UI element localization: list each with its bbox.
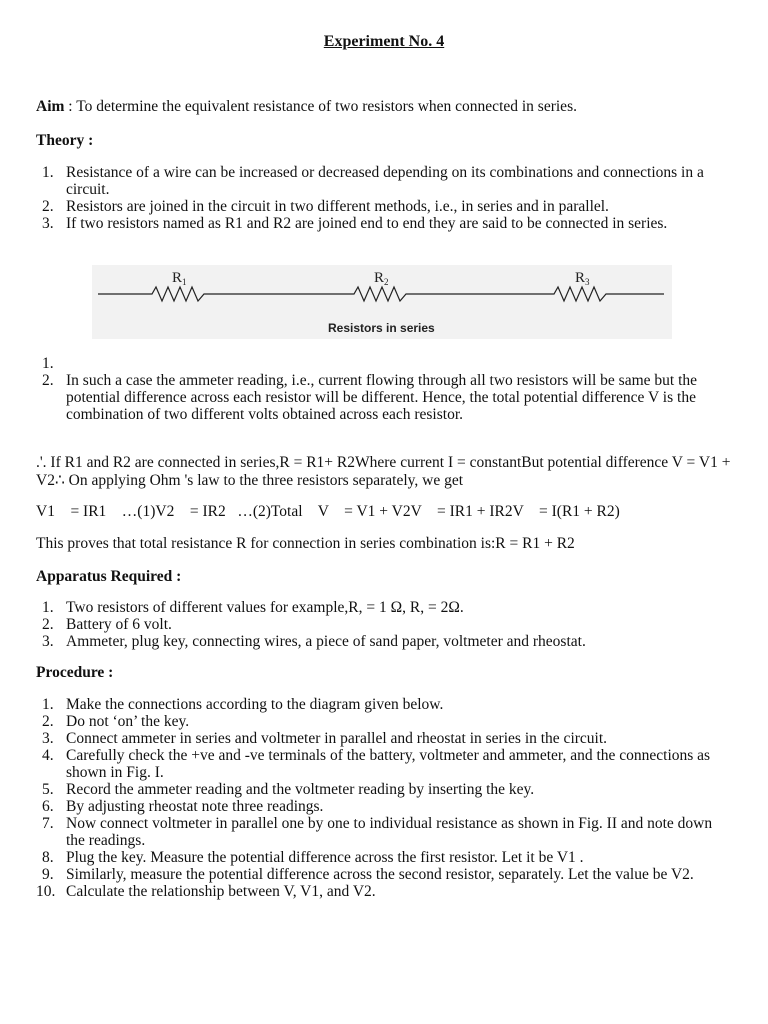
list-item [36, 616, 726, 633]
list-item [36, 798, 726, 815]
list-number: 1. [42, 599, 54, 616]
list-item [36, 849, 726, 866]
list-text: Do not ‘on’ the key. [66, 713, 190, 730]
derivation-paragraph: .'. If R1 and R2 are connected in series,R = R1+ R2Where current I = constantBut potential difference V = V1 + V2∴ On applying Ohm 's law to the three resistors separately, we get [36, 454, 731, 489]
aim-paragraph [36, 98, 736, 116]
list-text: Two resistors of different values for example,R, = 1 Ω, R, = 2Ω. [66, 599, 464, 616]
list-number: 3. [42, 215, 54, 232]
list-text: In such a case the ammeter reading, i.e., current flowing through all two resistors will be same but the potential difference across each resistor will be different. Hence, the total potential difference V is the combination of two different volts obtained across each resistor. [66, 372, 698, 423]
list-text: Connect ammeter in series and voltmeter in parallel and rheostat in series in the circuit. [66, 730, 608, 747]
list-number: 8. [42, 849, 54, 866]
list-text: Plug the key. Measure the potential difference across the first resistor. Let it be V1 . [66, 849, 584, 866]
list-number: 6. [42, 798, 54, 815]
list-item [36, 198, 726, 215]
list-number: 3. [42, 633, 54, 650]
list-number: 2. [42, 616, 54, 633]
theory-list [36, 164, 726, 232]
r3-label: $R_3$ [575, 270, 590, 287]
series-circuit-diagram [92, 265, 672, 339]
list-number: 1. [42, 164, 54, 181]
list-text: By adjusting rheostat note three readings. [66, 798, 324, 815]
list-item [36, 633, 726, 650]
list-item [36, 599, 726, 616]
list-number: 10. [36, 883, 56, 900]
list-item [36, 355, 726, 372]
apparatus-list [36, 599, 726, 650]
list-item [36, 730, 726, 747]
list-number: 3. [42, 730, 54, 747]
list-text: Now connect voltmeter in parallel one by one to individual resistance as shown in Fig. II and note down the readings. [66, 815, 713, 849]
procedure-list [36, 696, 726, 900]
list-item [36, 747, 726, 781]
list-number: 9. [42, 866, 54, 883]
figure-caption: Resistors in series [328, 321, 435, 335]
aim-label: Aim [36, 98, 65, 115]
list-number: 2. [42, 372, 54, 389]
theory-heading: Theory : [36, 132, 94, 149]
list-number: 5. [42, 781, 54, 798]
conclusion-paragraph: This proves that total resistance R for connection in series combination is:R = R1 + R2 [36, 535, 575, 552]
list-number: 2. [42, 713, 54, 730]
list-item [36, 866, 726, 883]
procedure-heading: Procedure : [36, 664, 114, 681]
list-number: 7. [42, 815, 54, 832]
list-text: Similarly, measure the potential difference across the second resistor, separately. Let the value be V2. [66, 866, 694, 883]
aim-text: : To determine the equivalent resistance of two resistors when connected in series. [64, 98, 577, 115]
list-text: Make the connections according to the diagram given below. [66, 696, 444, 713]
page-title: Experiment No. 4 [323, 33, 445, 50]
r1-label: $R_1$ [172, 270, 187, 287]
resistors-in-series-figure [92, 265, 672, 339]
list-number: 1. [42, 355, 54, 372]
list-number: 4. [42, 747, 54, 764]
list-item [36, 372, 726, 423]
list-text: Calculate the relationship between V, V1, and V2. [66, 883, 376, 900]
list-item [36, 883, 726, 900]
theory-list-continued [36, 355, 726, 423]
list-item [36, 713, 726, 730]
list-text: Battery of 6 volt. [66, 616, 172, 633]
list-number: 2. [42, 198, 54, 215]
list-text: If two resistors named as R1 and R2 are joined end to end they are said to be connected in series. [66, 215, 668, 232]
list-item [36, 215, 726, 232]
list-item [36, 781, 726, 798]
apparatus-heading: Apparatus Required : [36, 568, 182, 585]
list-item [36, 696, 726, 713]
list-item [36, 815, 726, 849]
list-text: Resistance of a wire can be increased or decreased depending on its combinations and connections in a circuit. [66, 164, 704, 198]
list-number: 1. [42, 696, 54, 713]
list-text: Resistors are joined in the circuit in two different methods, i.e., in series and in parallel. [66, 198, 609, 215]
list-item [36, 164, 726, 198]
series-equation: V1 = IR1 …(1)V2 = IR2 …(2)Total V = V1 + V2V = IR1 + IR2V = I(R1 + R2) [36, 503, 620, 520]
list-text: Record the ammeter reading and the voltmeter reading by inserting the key. [66, 781, 535, 798]
list-text: Carefully check the +ve and -ve terminals of the battery, voltmeter and ammeter, and the connections as shown in Fig. I. [66, 747, 711, 781]
r2-label: $R_2$ [374, 270, 389, 287]
list-text: Ammeter, plug key, connecting wires, a piece of sand paper, voltmeter and rheostat. [66, 633, 586, 650]
